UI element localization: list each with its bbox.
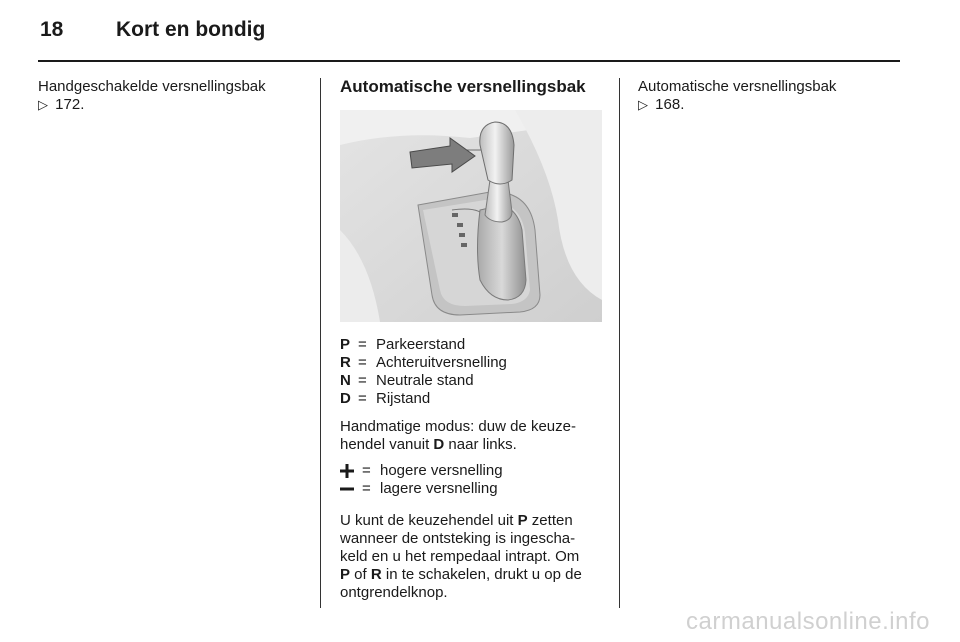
column-left bbox=[38, 78, 308, 114]
legend-equals: = bbox=[362, 480, 371, 497]
legend-equals: = bbox=[358, 390, 367, 407]
unlock-paragraph bbox=[340, 512, 602, 602]
legend-row bbox=[340, 462, 602, 480]
text-fragment: keld en u het rempedaal intrapt. Om bbox=[340, 548, 580, 565]
column-divider bbox=[320, 78, 321, 608]
legend-equals: = bbox=[362, 462, 371, 479]
bold-fragment: P bbox=[517, 512, 528, 529]
text-fragment: Handmatige modus: duw de keuze- bbox=[340, 418, 576, 435]
legend-label: hogere versnelling bbox=[380, 462, 503, 479]
reference-text: Automatische versnellingsbak bbox=[638, 78, 837, 95]
page-number: 18 bbox=[40, 18, 64, 41]
manual-mode-text bbox=[340, 418, 602, 454]
bold-fragment: D bbox=[433, 436, 445, 453]
column-middle bbox=[340, 78, 602, 602]
text-fragment: zetten bbox=[527, 512, 573, 529]
section-heading: Automatische versnellingsbak bbox=[340, 77, 586, 96]
shift-legend bbox=[340, 462, 602, 498]
text-fragment: hendel vanuit bbox=[340, 436, 434, 453]
legend-key: P bbox=[340, 336, 351, 353]
watermark: carmanualsonline.info bbox=[686, 608, 930, 635]
text-fragment: naar links. bbox=[444, 436, 517, 453]
gear-shifter-illustration bbox=[340, 110, 602, 322]
page-header bbox=[38, 18, 900, 48]
page-reference[interactable] bbox=[38, 96, 308, 114]
text-fragment: in te schakelen, drukt u op de bbox=[381, 566, 582, 583]
text-fragment: wanneer de ontsteking is ingescha- bbox=[340, 530, 576, 547]
text-fragment: U kunt de keuzehendel uit bbox=[340, 512, 518, 529]
legend-row bbox=[340, 354, 602, 372]
reference-page: 172. bbox=[55, 96, 85, 113]
header-rule bbox=[38, 60, 900, 62]
legend-equals: = bbox=[358, 372, 367, 389]
bold-fragment: P bbox=[340, 566, 351, 583]
legend-row bbox=[340, 336, 602, 354]
reference-page: 168. bbox=[655, 96, 685, 113]
minus-icon bbox=[340, 482, 362, 496]
legend-row bbox=[340, 480, 602, 498]
legend-label: Achteruitversnelling bbox=[376, 354, 507, 371]
legend-key: N bbox=[340, 372, 351, 389]
legend-equals: = bbox=[358, 354, 367, 371]
legend-key: R bbox=[340, 354, 351, 371]
text-fragment: ontgrendelknop. bbox=[340, 584, 448, 601]
legend-equals: = bbox=[358, 336, 367, 353]
plus-icon bbox=[340, 464, 362, 478]
legend-label: Parkeerstand bbox=[376, 336, 466, 353]
arrow-reference-icon: ▷ bbox=[38, 97, 48, 112]
legend-label: Neutrale stand bbox=[376, 372, 474, 389]
legend-key: D bbox=[340, 390, 351, 407]
legend-row bbox=[340, 390, 602, 408]
column-divider bbox=[619, 78, 620, 608]
legend-label: lagere versnelling bbox=[380, 480, 498, 497]
bold-fragment: R bbox=[370, 566, 382, 583]
page-title: Kort en bondig bbox=[116, 18, 266, 41]
reference-text: Handgeschakelde versnellingsbak bbox=[38, 78, 266, 95]
legend-row bbox=[340, 372, 602, 390]
gear-legend bbox=[340, 336, 602, 408]
page-reference[interactable] bbox=[638, 96, 900, 114]
column-right bbox=[638, 78, 900, 114]
legend-label: Rijstand bbox=[376, 390, 431, 407]
arrow-reference-icon: ▷ bbox=[638, 97, 648, 112]
text-fragment: of bbox=[350, 566, 371, 583]
